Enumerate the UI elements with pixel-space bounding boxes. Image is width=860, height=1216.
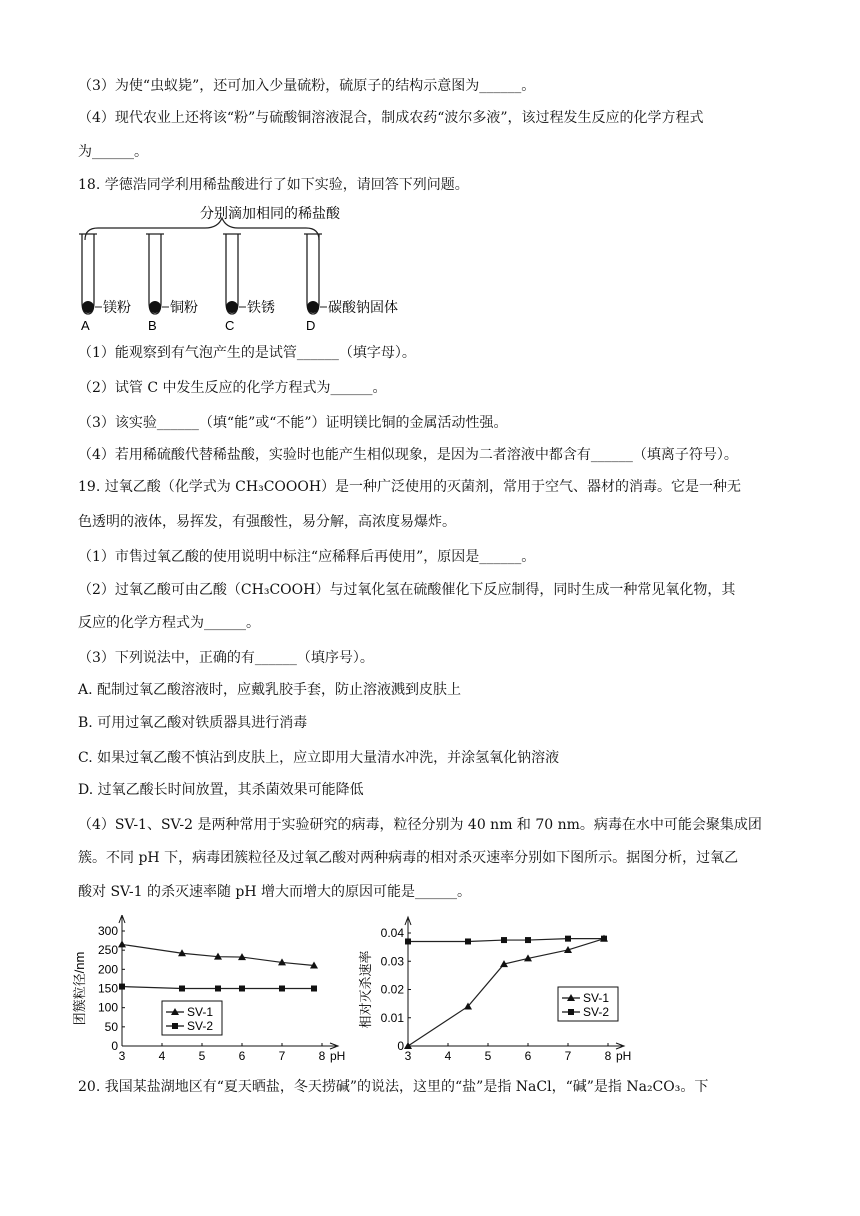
solid-sample: [82, 301, 94, 313]
sample-label: 碳酸钠固体: [328, 299, 398, 315]
question-17-4: （4）现代农业上还将该“粉”与硫酸铜溶液混合，制成农药“波尔多液”，该过程发生反应的化学方程式: [78, 110, 704, 126]
point-sv-2: [501, 937, 507, 943]
y-tick-label: 100: [97, 1000, 118, 1015]
legend-marker: [568, 1009, 574, 1015]
point-sv-2: [405, 938, 411, 944]
y-tick-label: 0: [111, 1039, 118, 1053]
cluster-size-chart: [70, 915, 370, 1065]
question-18-2: （2）试管 C 中发生反应的化学方程式为______。: [78, 380, 387, 396]
question-19-stem: 19. 过氧乙酸（化学式为 CH₃COOOH）是一种广泛使用的灭菌剂，常用于空气、器材的消毒。它是一种无: [78, 479, 742, 495]
question-19-4: （4）SV-1、SV-2 是两种常用于实验研究的病毒，粒径分别为 40 nm 和 70 nm。病毒在水中可能会聚集成团: [78, 817, 762, 833]
x-tick-label: 4: [158, 1049, 166, 1063]
x-tick-label: 8: [604, 1049, 612, 1063]
y-axis-label: 团簇粒径/nm: [72, 951, 87, 1026]
option-a: A. 配制过氧乙酸溶液时，应戴乳胶手套，防止溶液溅到皮肤上: [78, 682, 462, 698]
solid-sample: [307, 301, 319, 313]
x-tick-label: 5: [484, 1049, 492, 1063]
question-19-3: （3）下列说法中，正确的有______（填序号）。: [78, 650, 374, 666]
option-d: D. 过氧乙酸长时间放置，其杀菌效果可能降低: [78, 782, 364, 798]
legend-label: SV-2: [187, 1019, 214, 1033]
legend-label: SV-1: [583, 991, 610, 1005]
x-tick-label: 3: [118, 1049, 126, 1063]
tube-letter: C: [225, 318, 235, 333]
y-tick-label: 0.02: [380, 982, 404, 997]
x-axis-label: pH: [330, 1049, 346, 1063]
point-sv-2: [601, 936, 607, 942]
y-tick-label: 0.04: [380, 926, 404, 940]
legend-label: SV-1: [187, 1005, 214, 1019]
sample-label: 铁锈: [247, 299, 275, 315]
y-tick-label: 200: [97, 962, 118, 977]
y-tick-label: 150: [97, 981, 118, 996]
tube-letter: A: [81, 318, 90, 333]
brace: [85, 218, 319, 240]
option-b: B. 可用过氧乙酸对铁质器具进行消毒: [78, 715, 308, 731]
legend-marker: [172, 1023, 178, 1029]
x-tick-label: 3: [404, 1049, 412, 1063]
tube-letter: B: [148, 318, 157, 333]
x-tick-label: 8: [318, 1049, 326, 1063]
question-17-3: （3）为使“虫蚁毙”，还可加入少量硫粉，硫原子的结构示意图为______。: [78, 78, 536, 94]
sample-label: 铜粉: [170, 299, 198, 315]
x-tick-label: 7: [564, 1049, 572, 1063]
y-tick-label: 0: [397, 1039, 404, 1053]
question-19-2-cont: 反应的化学方程式为______。: [78, 615, 260, 631]
question-19-stem-cont: 色透明的液体，易挥发，有强酸性，易分解，高浓度易爆炸。: [78, 514, 456, 530]
tube-letter: D: [306, 318, 316, 333]
point-sv-1: [118, 940, 126, 947]
question-19-1: （1）市售过氧乙酸的使用说明中标注“应稀释后再使用”，原因是______。: [78, 549, 536, 565]
question-18-stem: 18. 学德浩同学利用稀盐酸进行了如下实验，请回答下列问题。: [78, 177, 469, 193]
solid-sample: [226, 301, 238, 313]
question-18-3: （3）该实验______（填“能”或“不能”）证明镁比铜的金属活动性强。: [78, 415, 508, 431]
x-tick-label: 4: [444, 1049, 452, 1063]
point-sv-2: [119, 984, 125, 990]
y-tick-label: 0.03: [380, 954, 404, 969]
question-19-4-cont2: 酸对 SV-1 的杀灭速率随 pH 增大而增大的原因可能是______。: [78, 884, 472, 900]
x-tick-label: 6: [238, 1049, 246, 1063]
point-sv-2: [525, 937, 531, 943]
legend-label: SV-2: [583, 1005, 610, 1019]
y-tick-label: 0.01: [380, 1010, 404, 1025]
question-18-4: （4）若用稀硫酸代替稀盐酸，实验时也能产生相似现象，是因为二者溶液中都含有______（填离子符号）。: [78, 447, 738, 463]
question-19-4-cont1: 簇。不同 pH 下，病毒团簇粒径及过氧乙酸对两种病毒的相对杀灭速率分别如下图所示。据图分析，过氧乙: [78, 850, 739, 866]
question-20-stem: 20. 我国某盐湖地区有“夏天晒盐，冬天捞碱”的说法，这里的“盐”是指 NaCl，“碱”是指 Na₂CO₃。下: [78, 1079, 709, 1095]
option-c: C. 如果过氧乙酸不慎沾到皮肤上，应立即用大量清水冲洗，并涂氢氧化钠溶液: [78, 750, 560, 766]
solid-sample: [149, 301, 161, 313]
question-18-1: （1）能观察到有气泡产生的是试管______（填字母）。: [78, 345, 416, 361]
brace-label: 分别滴加相同的稀盐酸: [200, 205, 340, 221]
x-tick-label: 5: [198, 1049, 206, 1063]
point-sv-2: [565, 936, 571, 942]
relative-kill-rate-chart: [358, 915, 648, 1065]
point-sv-2: [465, 938, 471, 944]
y-tick-label: 50: [104, 1019, 118, 1034]
point-sv-2: [279, 986, 285, 992]
y-tick-label: 250: [97, 943, 118, 958]
x-axis-label: pH: [616, 1049, 632, 1063]
x-tick-label: 7: [278, 1049, 286, 1063]
point-sv-2: [179, 986, 185, 992]
question-19-2: （2）过氧乙酸可由乙酸（CH₃COOH）与过氧化氢在硫酸催化下反应制得，同时生成一种常见氧化物，其: [78, 582, 736, 598]
sample-label: 镁粉: [103, 299, 131, 315]
y-tick-label: 300: [97, 924, 118, 938]
test-tube-diagram: [70, 200, 430, 340]
x-tick-label: 6: [524, 1049, 532, 1063]
point-sv-2: [215, 986, 221, 992]
y-axis-label: 相对灭杀速率: [358, 950, 373, 1029]
question-17-4-cont: 为______。: [78, 144, 148, 160]
point-sv-2: [239, 986, 245, 992]
point-sv-2: [311, 986, 317, 992]
